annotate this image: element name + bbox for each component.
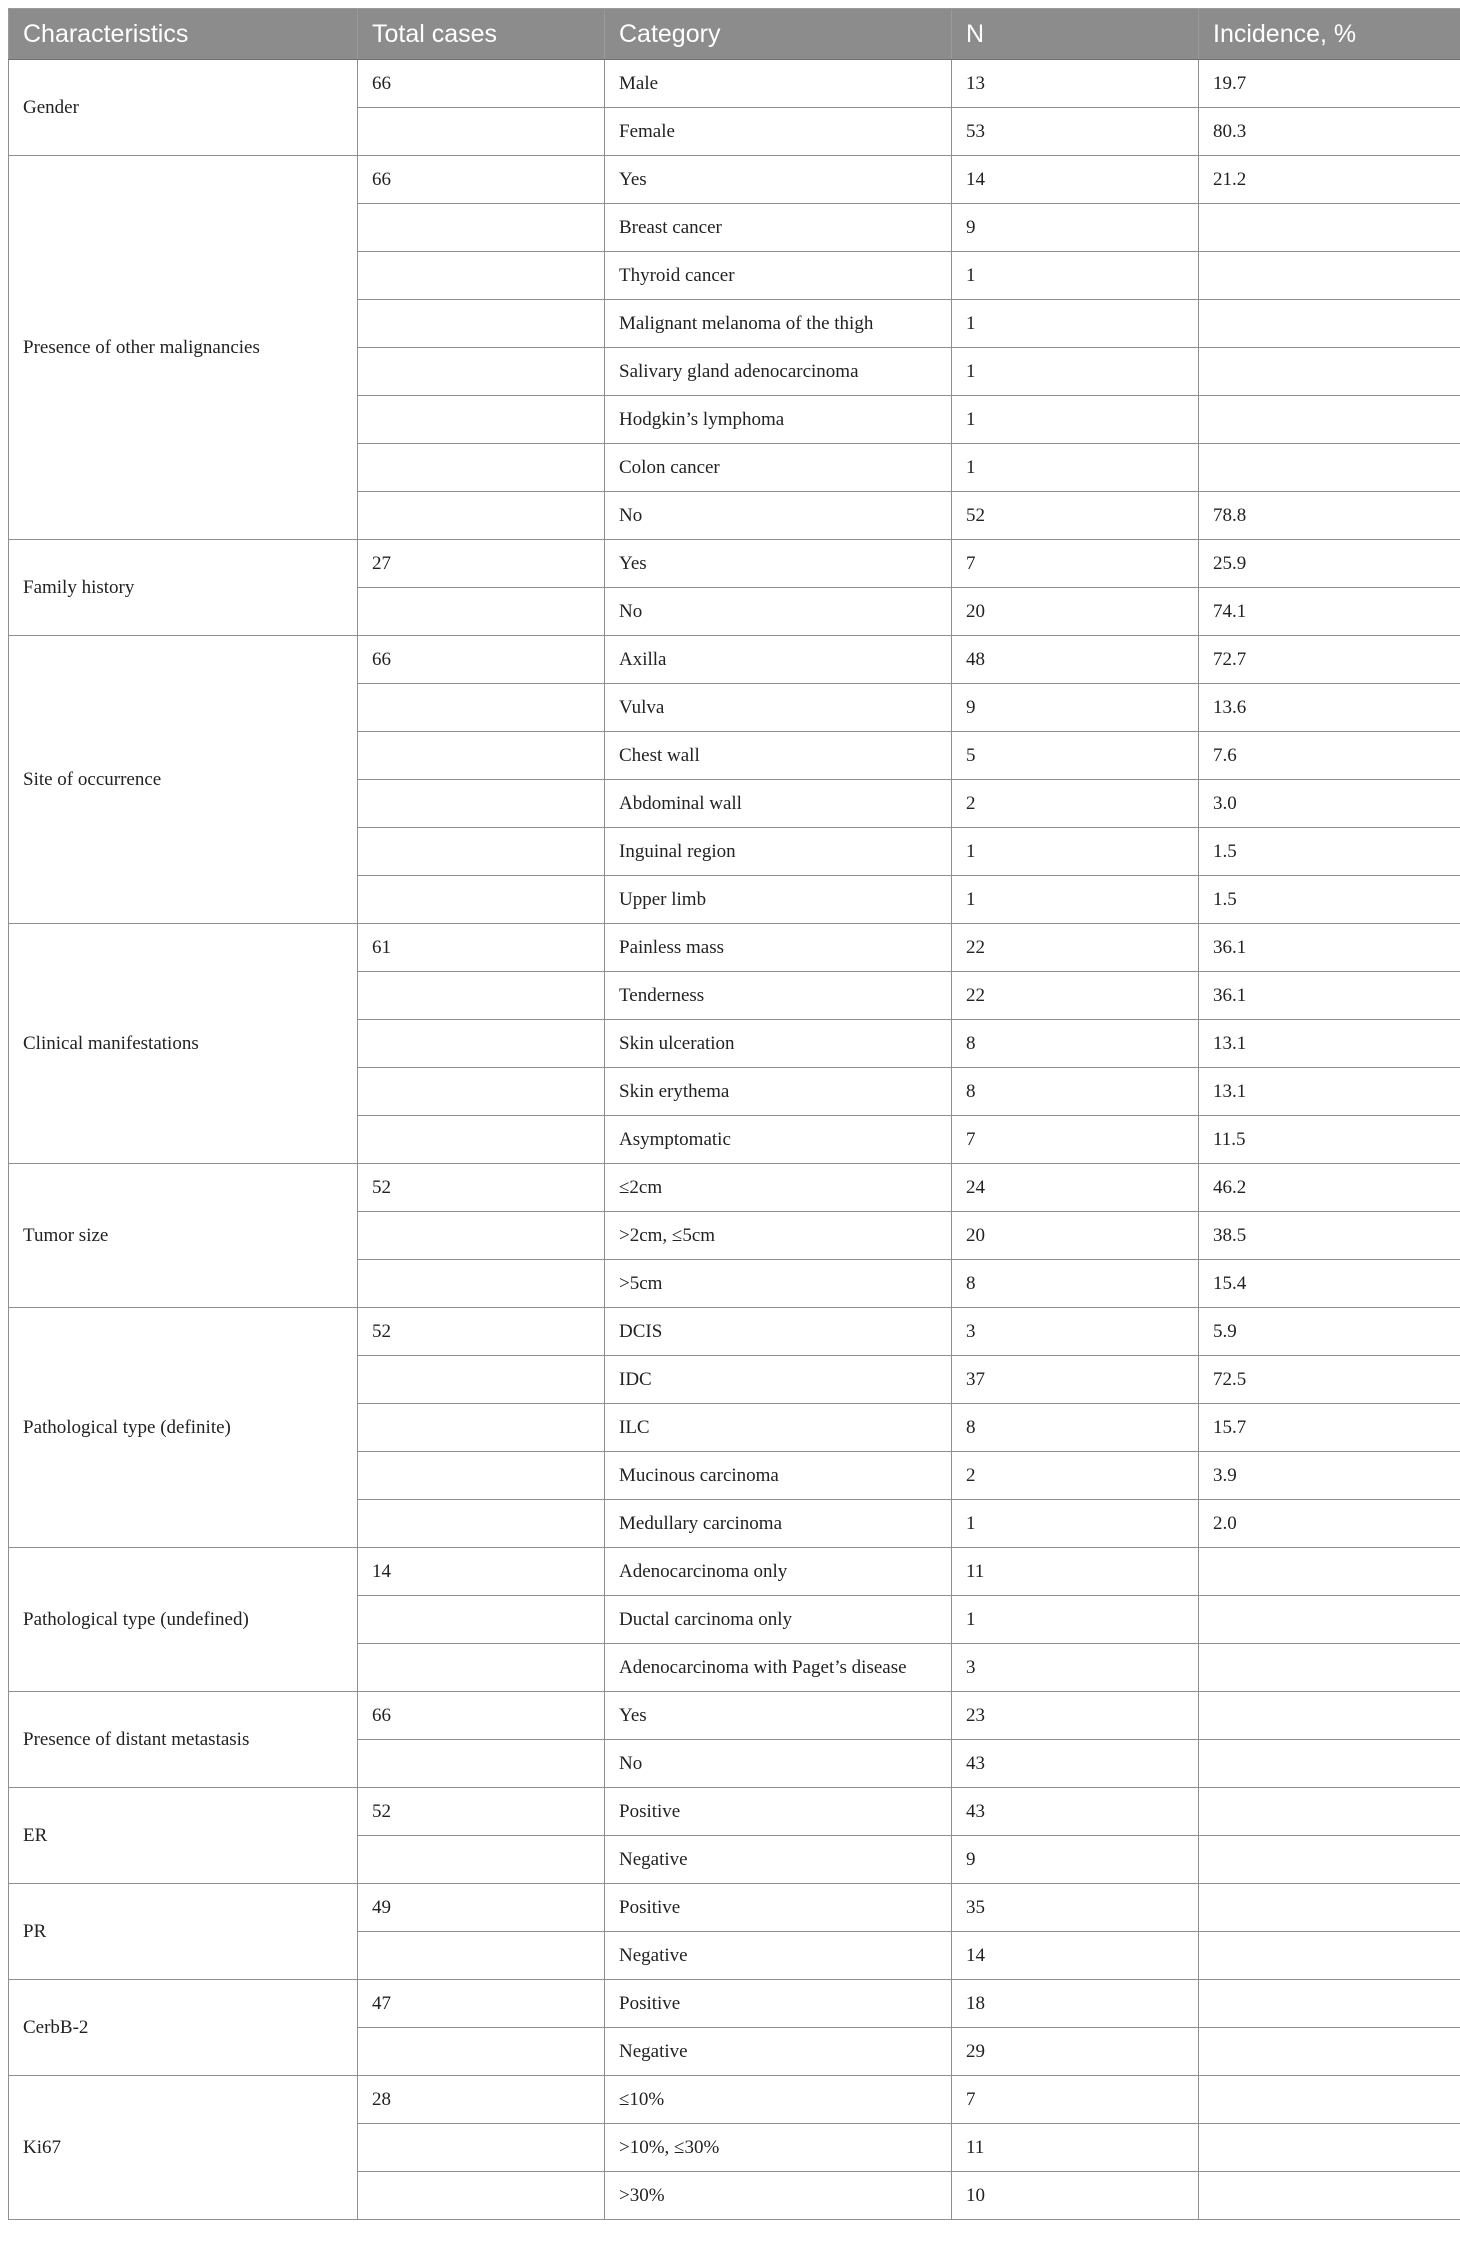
incidence-cell: 13.1 (1199, 1020, 1460, 1068)
category-cell: Inguinal region (605, 828, 952, 876)
category-cell: >30% (605, 2172, 952, 2220)
incidence-cell: 46.2 (1199, 1164, 1460, 1212)
n-cell: 52 (952, 492, 1199, 540)
characteristic-cell: Site of occurrence (9, 636, 358, 924)
category-cell: Skin erythema (605, 1068, 952, 1116)
table-row (9, 1884, 1460, 1932)
table-row (9, 1164, 1460, 1212)
total-cases-cell (358, 1452, 605, 1500)
total-cases-cell (358, 1356, 605, 1404)
incidence-cell (1199, 2028, 1460, 2076)
characteristic-cell: Clinical manifestations (9, 924, 358, 1164)
category-cell: Adenocarcinoma with Paget’s disease (605, 1644, 952, 1692)
total-cases-cell: 49 (358, 1884, 605, 1932)
category-cell: >2cm, ≤5cm (605, 1212, 952, 1260)
n-cell: 7 (952, 540, 1199, 588)
incidence-cell (1199, 444, 1460, 492)
table-row (9, 156, 1460, 204)
n-cell: 7 (952, 2076, 1199, 2124)
total-cases-cell (358, 588, 605, 636)
category-cell: Salivary gland adenocarcinoma (605, 348, 952, 396)
total-cases-cell (358, 876, 605, 924)
total-cases-cell (358, 1836, 605, 1884)
total-cases-cell (358, 1644, 605, 1692)
incidence-cell: 5.9 (1199, 1308, 1460, 1356)
total-cases-cell: 28 (358, 2076, 605, 2124)
category-cell: >5cm (605, 1260, 952, 1308)
total-cases-cell (358, 1260, 605, 1308)
table-body (9, 60, 1460, 2220)
category-cell: Tenderness (605, 972, 952, 1020)
n-cell: 37 (952, 1356, 1199, 1404)
total-cases-cell (358, 2028, 605, 2076)
incidence-cell: 36.1 (1199, 972, 1460, 1020)
n-cell: 5 (952, 732, 1199, 780)
characteristic-cell: Family history (9, 540, 358, 636)
category-cell: Yes (605, 540, 952, 588)
total-cases-cell: 52 (358, 1164, 605, 1212)
table-row (9, 2076, 1460, 2124)
table-row (9, 540, 1460, 588)
total-cases-cell (358, 1068, 605, 1116)
category-cell: Skin ulceration (605, 1020, 952, 1068)
n-cell: 9 (952, 1836, 1199, 1884)
incidence-cell: 15.4 (1199, 1260, 1460, 1308)
table-row (9, 924, 1460, 972)
category-cell: Negative (605, 1836, 952, 1884)
category-cell: Positive (605, 1884, 952, 1932)
total-cases-cell (358, 444, 605, 492)
n-cell: 1 (952, 300, 1199, 348)
category-cell: ≤2cm (605, 1164, 952, 1212)
total-cases-cell (358, 108, 605, 156)
characteristic-cell: Ki67 (9, 2076, 358, 2220)
category-cell: IDC (605, 1356, 952, 1404)
category-cell: No (605, 492, 952, 540)
incidence-cell: 19.7 (1199, 60, 1460, 108)
n-cell: 9 (952, 684, 1199, 732)
category-cell: Mucinous carcinoma (605, 1452, 952, 1500)
category-cell: Vulva (605, 684, 952, 732)
incidence-cell: 7.6 (1199, 732, 1460, 780)
category-cell: >10%, ≤30% (605, 2124, 952, 2172)
n-cell: 3 (952, 1308, 1199, 1356)
incidence-cell: 38.5 (1199, 1212, 1460, 1260)
category-cell: ILC (605, 1404, 952, 1452)
category-cell: Breast cancer (605, 204, 952, 252)
category-cell: Negative (605, 2028, 952, 2076)
incidence-cell: 21.2 (1199, 156, 1460, 204)
n-cell: 22 (952, 972, 1199, 1020)
incidence-cell: 72.5 (1199, 1356, 1460, 1404)
n-cell: 2 (952, 1452, 1199, 1500)
total-cases-cell: 27 (358, 540, 605, 588)
category-cell: Axilla (605, 636, 952, 684)
n-cell: 10 (952, 2172, 1199, 2220)
category-cell: No (605, 1740, 952, 1788)
table-row (9, 1788, 1460, 1836)
n-cell: 24 (952, 1164, 1199, 1212)
n-cell: 7 (952, 1116, 1199, 1164)
n-cell: 2 (952, 780, 1199, 828)
incidence-cell: 80.3 (1199, 108, 1460, 156)
n-cell: 1 (952, 876, 1199, 924)
category-cell: Medullary carcinoma (605, 1500, 952, 1548)
n-cell: 14 (952, 156, 1199, 204)
characteristic-cell: ER (9, 1788, 358, 1884)
category-cell: DCIS (605, 1308, 952, 1356)
category-cell: Upper limb (605, 876, 952, 924)
total-cases-cell (358, 1404, 605, 1452)
incidence-cell: 25.9 (1199, 540, 1460, 588)
n-cell: 1 (952, 252, 1199, 300)
category-cell: Yes (605, 1692, 952, 1740)
n-cell: 48 (952, 636, 1199, 684)
incidence-cell (1199, 300, 1460, 348)
n-cell: 1 (952, 828, 1199, 876)
n-cell: 13 (952, 60, 1199, 108)
n-cell: 18 (952, 1980, 1199, 2028)
total-cases-cell (358, 972, 605, 1020)
incidence-cell (1199, 1740, 1460, 1788)
n-cell: 53 (952, 108, 1199, 156)
incidence-cell (1199, 1692, 1460, 1740)
n-cell: 8 (952, 1260, 1199, 1308)
n-cell: 11 (952, 2124, 1199, 2172)
incidence-cell (1199, 1932, 1460, 1980)
total-cases-cell (358, 1116, 605, 1164)
n-cell: 9 (952, 204, 1199, 252)
incidence-cell: 3.0 (1199, 780, 1460, 828)
characteristic-cell: Gender (9, 60, 358, 156)
total-cases-cell (358, 828, 605, 876)
n-cell: 22 (952, 924, 1199, 972)
n-cell: 8 (952, 1068, 1199, 1116)
total-cases-cell (358, 1596, 605, 1644)
incidence-cell (1199, 204, 1460, 252)
n-cell: 8 (952, 1404, 1199, 1452)
n-cell: 23 (952, 1692, 1199, 1740)
incidence-cell (1199, 1788, 1460, 1836)
total-cases-cell (358, 684, 605, 732)
characteristic-cell: Pathological type (undefined) (9, 1548, 358, 1692)
n-cell: 8 (952, 1020, 1199, 1068)
total-cases-cell (358, 348, 605, 396)
total-cases-cell (358, 492, 605, 540)
n-cell: 20 (952, 588, 1199, 636)
incidence-cell: 74.1 (1199, 588, 1460, 636)
n-cell: 1 (952, 396, 1199, 444)
category-cell: Negative (605, 1932, 952, 1980)
total-cases-cell: 66 (358, 636, 605, 684)
total-cases-cell: 61 (358, 924, 605, 972)
characteristics-table-container (8, 8, 1460, 2220)
n-cell: 35 (952, 1884, 1199, 1932)
characteristic-cell: CerbB-2 (9, 1980, 358, 2076)
characteristic-cell: Presence of other malignancies (9, 156, 358, 540)
n-cell: 43 (952, 1740, 1199, 1788)
n-cell: 1 (952, 444, 1199, 492)
table-header (9, 9, 1460, 60)
category-cell: Painless mass (605, 924, 952, 972)
total-cases-cell (358, 204, 605, 252)
incidence-cell (1199, 396, 1460, 444)
incidence-cell: 13.1 (1199, 1068, 1460, 1116)
table-row (9, 60, 1460, 108)
total-cases-cell (358, 2124, 605, 2172)
total-cases-cell: 66 (358, 156, 605, 204)
category-cell: No (605, 588, 952, 636)
total-cases-cell (358, 252, 605, 300)
incidence-cell (1199, 1644, 1460, 1692)
category-cell: ≤10% (605, 2076, 952, 2124)
total-cases-cell: 47 (358, 1980, 605, 2028)
incidence-cell (1199, 1596, 1460, 1644)
category-cell: Thyroid cancer (605, 252, 952, 300)
category-cell: Ductal carcinoma only (605, 1596, 952, 1644)
total-cases-cell (358, 300, 605, 348)
category-cell: Abdominal wall (605, 780, 952, 828)
n-cell: 1 (952, 1500, 1199, 1548)
header-total-cases: Total cases (358, 9, 605, 60)
incidence-cell: 36.1 (1199, 924, 1460, 972)
n-cell: 1 (952, 348, 1199, 396)
incidence-cell: 1.5 (1199, 828, 1460, 876)
total-cases-cell (358, 1020, 605, 1068)
total-cases-cell (358, 780, 605, 828)
incidence-cell: 78.8 (1199, 492, 1460, 540)
category-cell: Chest wall (605, 732, 952, 780)
incidence-cell (1199, 1884, 1460, 1932)
total-cases-cell: 52 (358, 1788, 605, 1836)
table-row (9, 1692, 1460, 1740)
incidence-cell: 13.6 (1199, 684, 1460, 732)
table-row (9, 1980, 1460, 2028)
header-characteristics: Characteristics (9, 9, 358, 60)
characteristic-cell: PR (9, 1884, 358, 1980)
incidence-cell (1199, 1836, 1460, 1884)
total-cases-cell: 52 (358, 1308, 605, 1356)
incidence-cell (1199, 2076, 1460, 2124)
category-cell: Hodgkin’s lymphoma (605, 396, 952, 444)
total-cases-cell: 14 (358, 1548, 605, 1596)
incidence-cell: 2.0 (1199, 1500, 1460, 1548)
category-cell: Yes (605, 156, 952, 204)
incidence-cell (1199, 1980, 1460, 2028)
incidence-cell: 72.7 (1199, 636, 1460, 684)
incidence-cell: 15.7 (1199, 1404, 1460, 1452)
n-cell: 29 (952, 2028, 1199, 2076)
incidence-cell (1199, 1548, 1460, 1596)
total-cases-cell (358, 2172, 605, 2220)
header-incidence: Incidence, % (1199, 9, 1460, 60)
category-cell: Adenocarcinoma only (605, 1548, 952, 1596)
total-cases-cell (358, 732, 605, 780)
header-row (9, 9, 1460, 60)
total-cases-cell (358, 1212, 605, 1260)
characteristic-cell: Pathological type (definite) (9, 1308, 358, 1548)
incidence-cell (1199, 2124, 1460, 2172)
n-cell: 11 (952, 1548, 1199, 1596)
incidence-cell: 1.5 (1199, 876, 1460, 924)
category-cell: Colon cancer (605, 444, 952, 492)
total-cases-cell: 66 (358, 1692, 605, 1740)
total-cases-cell (358, 1740, 605, 1788)
category-cell: Female (605, 108, 952, 156)
total-cases-cell: 66 (358, 60, 605, 108)
category-cell: Male (605, 60, 952, 108)
characteristic-cell: Presence of distant metastasis (9, 1692, 358, 1788)
incidence-cell: 3.9 (1199, 1452, 1460, 1500)
n-cell: 20 (952, 1212, 1199, 1260)
total-cases-cell (358, 396, 605, 444)
category-cell: Malignant melanoma of the thigh (605, 300, 952, 348)
n-cell: 14 (952, 1932, 1199, 1980)
category-cell: Positive (605, 1788, 952, 1836)
characteristics-table (8, 8, 1460, 2220)
total-cases-cell (358, 1932, 605, 1980)
characteristic-cell: Tumor size (9, 1164, 358, 1308)
header-category: Category (605, 9, 952, 60)
n-cell: 3 (952, 1644, 1199, 1692)
header-n: N (952, 9, 1199, 60)
category-cell: Asymptomatic (605, 1116, 952, 1164)
incidence-cell (1199, 2172, 1460, 2220)
incidence-cell: 11.5 (1199, 1116, 1460, 1164)
table-row (9, 636, 1460, 684)
n-cell: 43 (952, 1788, 1199, 1836)
incidence-cell (1199, 348, 1460, 396)
table-row (9, 1548, 1460, 1596)
total-cases-cell (358, 1500, 605, 1548)
n-cell: 1 (952, 1596, 1199, 1644)
category-cell: Positive (605, 1980, 952, 2028)
incidence-cell (1199, 252, 1460, 300)
table-row (9, 1308, 1460, 1356)
